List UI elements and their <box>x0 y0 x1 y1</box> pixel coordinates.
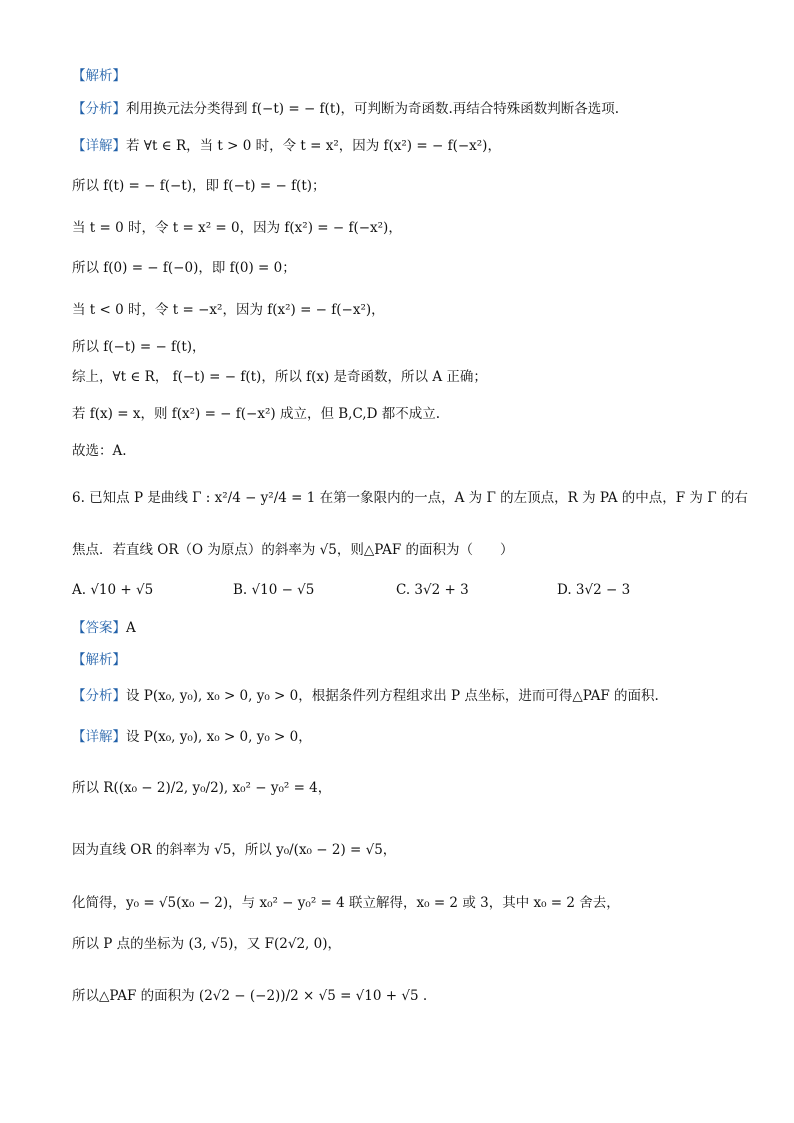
answer-value: A <box>126 620 136 636</box>
solution-line: 当 t < 0 时，令 t = −x²，因为 f(x²) = − f(−x²)， <box>72 302 385 318</box>
solution-line: 当 t = 0 时，令 t = x² = 0，因为 f(x²) = − f(−x²)， <box>72 220 402 236</box>
part5-xiangjie-line <box>72 136 501 156</box>
option-d: D. 3√2 − 3 <box>557 582 631 598</box>
question6-stem-line2: 焦点．若直线 OR（O 为原点）的斜率为 √5，则△PAF 的面积为（ ） <box>72 542 514 558</box>
fenxi-text: 设 P(x₀, y₀), x₀ > 0, y₀ > 0，根据条件列方程组求出 P 点坐标，进而可得△PAF 的面积. <box>126 688 659 704</box>
part5-fenxi-line <box>72 99 619 119</box>
solution-line: 所以△PAF 的面积为 (2√2 − (−2))/2 × √5 = √10 + √5 . <box>72 988 428 1004</box>
solution-line: 所以 R((x₀ − 2)/2, y₀/2), x₀² − y₀² = 4， <box>72 780 332 796</box>
xiangjie-tag: 【详解】 <box>72 138 126 154</box>
q6-jiexi-heading: 【解析】 <box>72 652 126 668</box>
solution-line: 若 ∀t ∈ R，当 t > 0 时，令 t = x²，因为 f(x²) = − f(−x²)， <box>126 138 501 154</box>
solution-line: 所以 P 点的坐标为 (3, √5)，又 F(2√2, 0)， <box>72 936 341 952</box>
option-b: B. √10 − √5 <box>233 582 315 598</box>
answer-choice-line: 故选：A. <box>72 443 127 459</box>
solution-line: 设 P(x₀, y₀), x₀ > 0, y₀ > 0， <box>126 729 312 745</box>
question6-stem-line1: 6. 已知点 P 是曲线 Γ : x²/4 − y²/4 = 1 在第一象限内的一点，A 为 Γ 的左顶点，R 为 PA 的中点，F 为 Γ 的右 <box>72 490 748 506</box>
solution-line: 因为直线 OR 的斜率为 √5，所以 y₀/(x₀ − 2) = √5， <box>72 842 397 858</box>
solution-line: 所以 f(t) = − f(−t)，即 f(−t) = − f(t)； <box>72 178 326 194</box>
xiangjie-tag: 【详解】 <box>72 729 126 745</box>
q6-fenxi-line <box>72 686 659 706</box>
fenxi-text: 利用换元法分类得到 f(−t) = − f(t)，可判断为奇函数.再结合特殊函数判断各选项. <box>126 101 620 117</box>
option-a: A. √10 + √5 <box>72 582 154 598</box>
answer-line <box>72 618 136 638</box>
solution-line: 综上，∀t ∈ R， f(−t) = − f(t)，所以 f(x) 是奇函数，所以 A 正确； <box>72 369 487 385</box>
option-c: C. 3√2 + 3 <box>396 582 469 598</box>
fenxi-tag: 【分析】 <box>72 101 126 117</box>
part5-jiexi-heading: 【解析】 <box>72 68 126 84</box>
solution-line: 所以 f(−t) = − f(t)， <box>72 339 206 355</box>
solution-line: 化简得，y₀ = √5(x₀ − 2)，与 x₀² − y₀² = 4 联立解得，x₀ = 2 或 3，其中 x₀ = 2 舍去， <box>72 895 620 911</box>
daan-tag: 【答案】 <box>72 620 126 636</box>
solution-line: 若 f(x) = x，则 f(x²) = − f(−x²) 成立，但 B,C,D 都不成立. <box>72 406 440 422</box>
fenxi-tag: 【分析】 <box>72 688 126 704</box>
q6-xiangjie-line <box>72 727 312 747</box>
solution-line: 所以 f(0) = − f(−0)，即 f(0) = 0； <box>72 260 296 276</box>
